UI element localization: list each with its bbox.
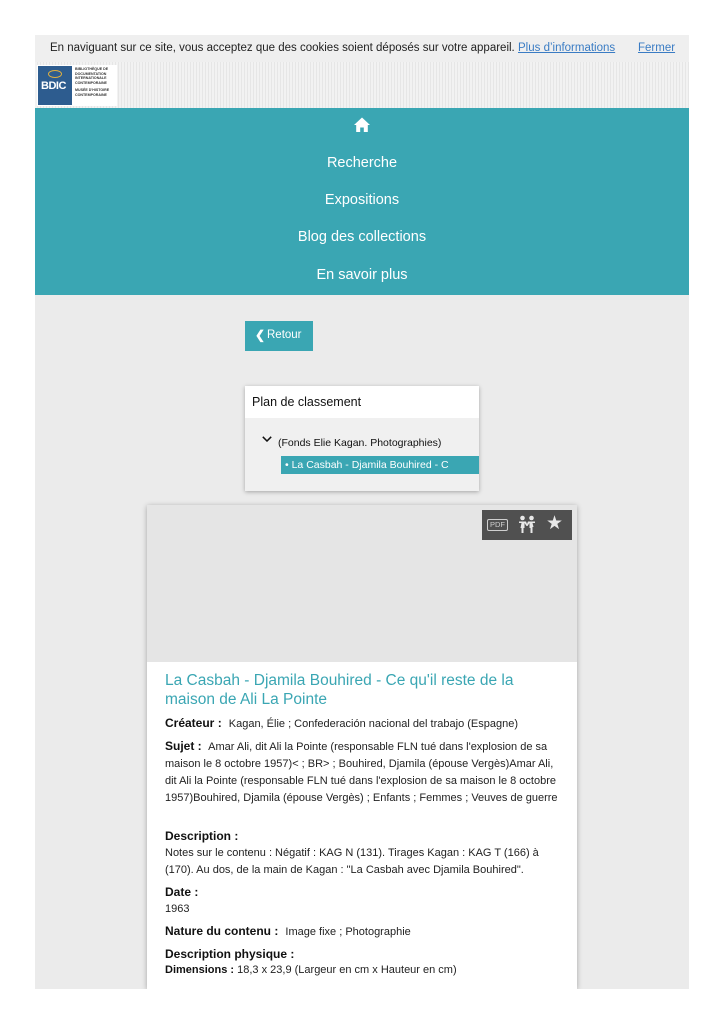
cookie-close-link[interactable]: Fermer <box>638 42 676 54</box>
record-image-placeholder <box>147 505 577 662</box>
back-button-label: Retour <box>267 329 302 341</box>
record-toolbar <box>482 510 572 540</box>
creator-value: Kagan, Élie ; Confederación nacional del trabajo (Espagne) <box>228 718 518 730</box>
home-icon[interactable] <box>353 116 371 134</box>
site-header <box>35 62 689 108</box>
logo-caption-top: BIBLIOTHÈQUE DE DOCUMENTATION INTERNATIONALE CONTEMPORAINE <box>75 67 109 85</box>
nature-value: Image fixe ; Photographie <box>285 926 411 938</box>
date-label: Date : <box>165 885 199 899</box>
record-title: La Casbah - Djamila Bouhired - Ce qu'il reste de la maison de Ali La Pointe <box>165 672 514 708</box>
chevron-left-icon: ❮ <box>255 328 266 342</box>
dimensions-row <box>165 962 565 979</box>
subject-value: Amar Ali, dit Ali la Pointe (responsable FLN tué dans l'explosion de sa maison le 8 octobre 1957)< ; BR> ; Bouhired, Djamila (épouse Vergès)Amar Ali, dit Ali la Pointe (responsable FLN tué dans l'explosion de sa maison le 8 octobre 1957)Bouhired, Djamila (épouse Vergès) ; Enfants ; Femmes ; Veuves de guerre <box>165 741 558 804</box>
description-label: Description : <box>165 829 239 843</box>
pdf-icon[interactable]: PDF <box>487 519 508 531</box>
logo-caption-bottom: MUSÉE D'HISTOIRE CONTEMPORAINE <box>75 88 110 97</box>
back-button[interactable] <box>245 321 313 351</box>
nature-label: Nature du contenu : <box>165 924 279 938</box>
logo-letters: BDIC <box>41 80 66 92</box>
cookie-bar <box>35 35 689 62</box>
logo-emblem <box>38 66 72 105</box>
plan-header <box>245 386 479 418</box>
page <box>35 35 689 989</box>
subject-row <box>165 738 565 807</box>
cookie-notice-text: En naviguant sur ce site, vous acceptez que des cookies soient déposés sur votre appareil. <box>50 42 515 54</box>
bdic-logo[interactable] <box>37 65 117 106</box>
creator-label: Créateur : <box>165 716 222 730</box>
plan-title: Plan de classement <box>252 395 362 409</box>
physical-description-label: Description physique : <box>165 947 295 961</box>
classification-plan-panel <box>245 386 479 491</box>
plan-tree-selected-item[interactable] <box>281 456 479 474</box>
plan-tree-selected-label: • La Casbah - Djamila Bouhired - C <box>285 459 449 471</box>
dimensions-label: Dimensions : <box>165 964 235 976</box>
nature-row <box>165 923 565 941</box>
dimensions-value: 18,3 x 23,9 (Largeur en cm x Hauteur en cm) <box>237 964 457 976</box>
cookie-more-info-link[interactable]: Plus d’informations <box>518 42 616 54</box>
nav-item-recherche[interactable]: Recherche <box>326 155 398 171</box>
plan-tree-fonds[interactable]: (Fonds Elie Kagan. Photographies) <box>278 437 442 449</box>
description-value: Notes sur le contenu : Négatif : KAG N (131). Tirages Kagan : KAG T (166) à (170). Au dos, de la main de Kagan : "La Casbah avec Djamila Bouhired". <box>165 847 539 876</box>
nav-item-blog[interactable]: Blog des collections <box>297 229 427 245</box>
date-value: 1963 <box>165 903 190 915</box>
record-card <box>147 505 577 989</box>
subject-label: Sujet : <box>165 739 202 753</box>
nav-item-expositions[interactable]: Expositions <box>324 192 400 208</box>
star-icon[interactable]: ★ <box>546 513 564 534</box>
children-icon[interactable] <box>516 515 538 535</box>
nav-item-en-savoir-plus[interactable]: En savoir plus <box>316 267 408 283</box>
main-nav <box>35 108 689 295</box>
creator-row <box>165 715 565 733</box>
eye-icon <box>48 70 62 78</box>
chevron-down-icon[interactable] <box>262 436 272 442</box>
